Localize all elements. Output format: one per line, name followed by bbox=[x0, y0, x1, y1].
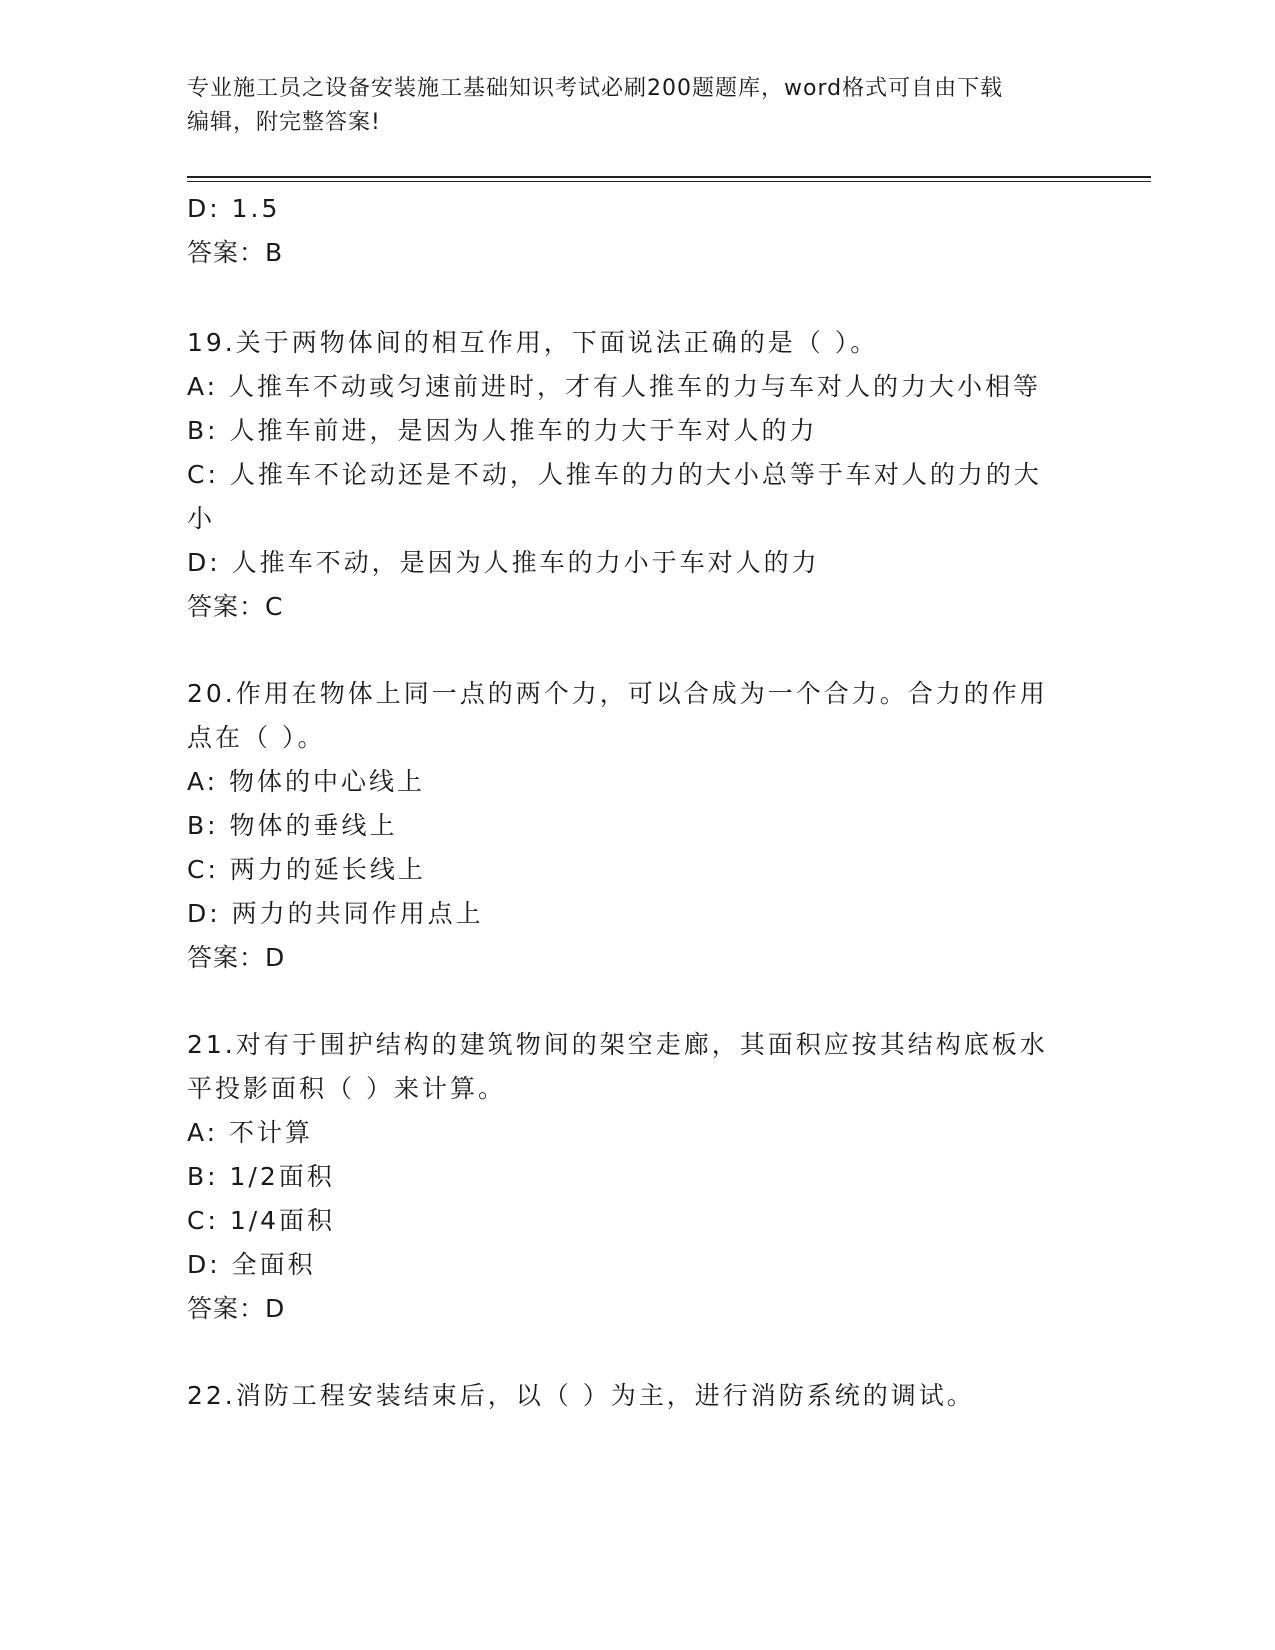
q21-answer: 答案：D bbox=[187, 1294, 286, 1323]
q21-option-b: B: 1/2面积 bbox=[187, 1162, 335, 1191]
q21-stem-line-1: 21.对有于围护结构的建筑物间的架空走廊，其面积应按其结构底板水 bbox=[187, 1030, 1048, 1059]
prev-option-d: D: 1.5 bbox=[187, 194, 281, 223]
q19-option-b: B: 人推车前进，是因为人推车的力大于车对人的力 bbox=[187, 416, 818, 445]
prev-answer: 答案：B bbox=[187, 238, 284, 267]
q21-option-c: C: 1/4面积 bbox=[187, 1206, 336, 1235]
q20-option-c: C: 两力的延长线上 bbox=[187, 855, 426, 884]
q19-option-a: A: 人推车不动或匀速前进时，才有人推车的力与车对人的力大小相等 bbox=[187, 372, 1042, 401]
header-title-line-1: 专业施工员之设备安装施工基础知识考试必刷200题题库，word格式可自由下载 bbox=[187, 76, 1004, 101]
q21-stem-line-2: 平投影面积（ ）来计算。 bbox=[187, 1074, 506, 1103]
q20-stem-line-1: 20.作用在物体上同一点的两个力，可以合成为一个合力。合力的作用 bbox=[187, 679, 1048, 708]
q21-option-d: D: 全面积 bbox=[187, 1250, 316, 1279]
q20-stem-line-2: 点在（ ）。 bbox=[187, 723, 326, 752]
header-divider-thick bbox=[187, 176, 1151, 178]
q20-answer: 答案：D bbox=[187, 943, 286, 972]
header-divider-thin bbox=[187, 181, 1151, 182]
q20-option-b: B: 物体的垂线上 bbox=[187, 811, 398, 840]
q21-option-a: A: 不计算 bbox=[187, 1118, 314, 1147]
header-title-line-2: 编辑，附完整答案! bbox=[187, 110, 381, 135]
q19-option-c-line-1: C: 人推车不论动还是不动，人推车的力的大小总等于车对人的力的大 bbox=[187, 460, 1042, 489]
document-header bbox=[187, 72, 1087, 140]
q19-option-d: D: 人推车不动，是因为人推车的力小于车对人的力 bbox=[187, 548, 820, 577]
q22-stem: 22.消防工程安装结束后，以（ ）为主，进行消防系统的调试。 bbox=[187, 1381, 975, 1410]
q19-option-c-line-2: 小 bbox=[187, 504, 216, 533]
q19-stem: 19.关于两物体间的相互作用，下面说法正确的是（ ）。 bbox=[187, 328, 879, 357]
q20-option-d: D: 两力的共同作用点上 bbox=[187, 899, 484, 928]
q20-option-a: A: 物体的中心线上 bbox=[187, 767, 426, 796]
q19-answer: 答案：C bbox=[187, 592, 284, 621]
